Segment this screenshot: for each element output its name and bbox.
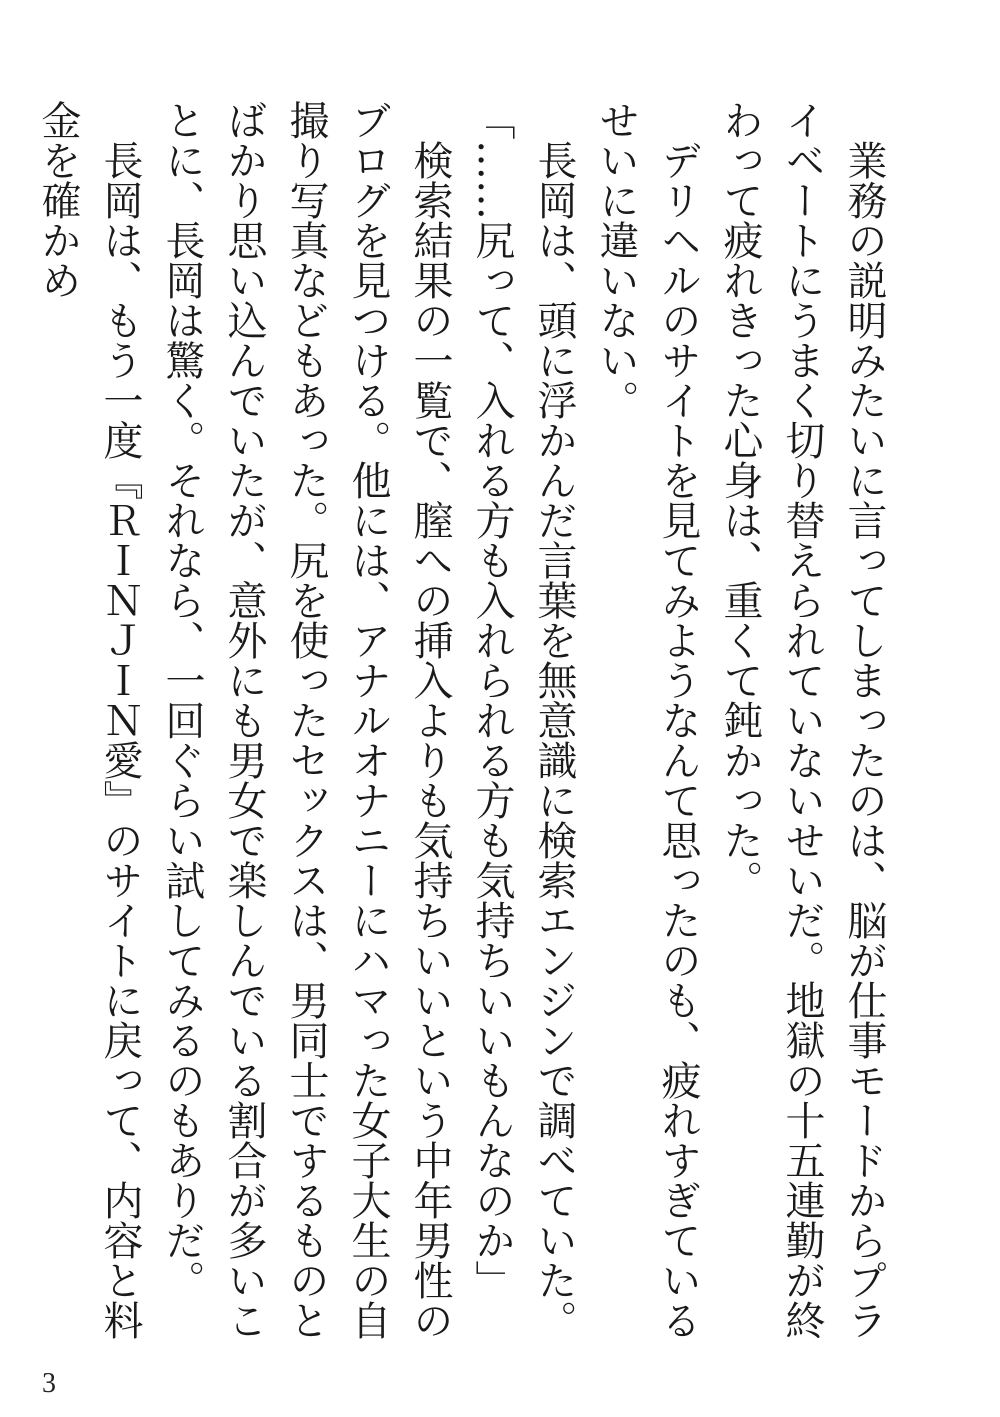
paragraph-2: デリヘルのサイトを見てみようなんて思ったのも、疲れすぎているせいに違いない。 bbox=[593, 100, 701, 1340]
paragraph-5: 検索結果の一覧で、膣への挿入よりも気持ちいいという中年男性のブログを見つける。他には、アナルオナニーにハマった女子大生の自撮り写真などもあった。尻を使ったセックスは、男同士でするものとばかり思い込んでいたが、意外にも男女で楽しんでいる割合が多いことに、長岡は驚く。それなら、一回ぐらい試してみるのもありだ。 bbox=[159, 100, 453, 1340]
body-text bbox=[35, 100, 895, 1360]
paragraph-1: 業務の説明みたいに言ってしまったのは、脳が仕事モードからプライベートにうまく切り替えられていないせいだ。地獄の十五連勤が終わって疲れきった心身は、重くて鈍かった。 bbox=[717, 100, 887, 1340]
paragraph-4-dialogue: 「……尻って、入れる方も入れられる方も気持ちいいもんなのか」 bbox=[469, 100, 515, 1300]
page-number: 3 bbox=[42, 1368, 56, 1399]
paragraph-3: 長岡は、頭に浮かんだ言葉を無意識に検索エンジンで調べていた。 bbox=[531, 140, 577, 1340]
paragraph-6: 長岡は、もう一度『ＲＩＮＪＩＮ愛』のサイトに戻って、内容と料金を確かめ bbox=[35, 100, 143, 1340]
